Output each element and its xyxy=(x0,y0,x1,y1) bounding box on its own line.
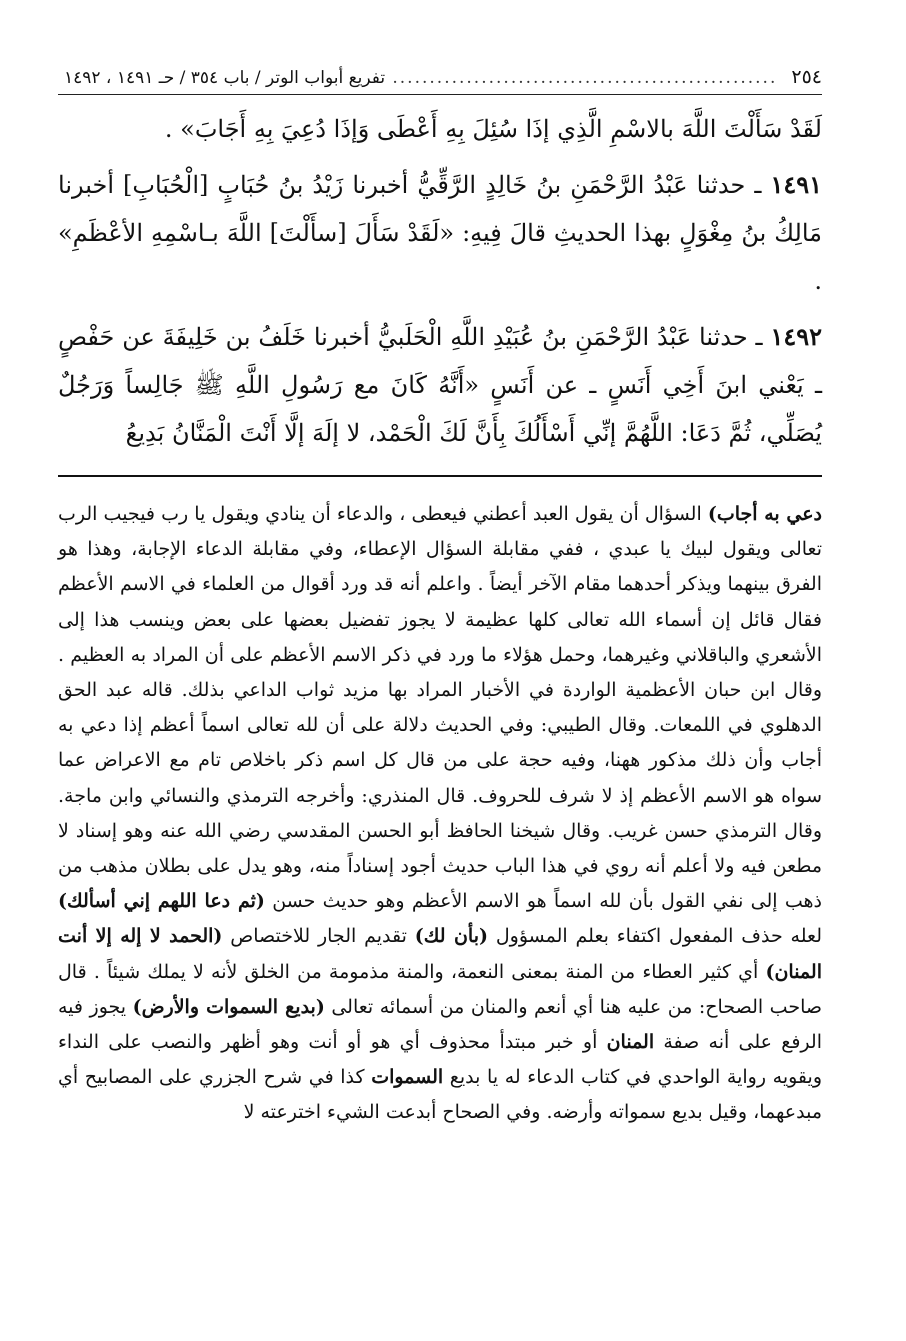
header-title: تفريع أبواب الوتر / باب ٣٥٤ / حـ ١٤٩١ ، ١٤٩٢ xyxy=(64,68,386,88)
hadith-body-1492: ـ حدثنا عَبْدُ الرَّحْمَنِ بنُ عُبَيْدِ اللَّهِ الْحَلَبيُّ أخبرنا خَلَفُ بن خَلِيفَةَ عن حَفْصٍ ـ يَعْني ابنَ أَخِي أَنَسٍ ـ عن أَنَسٍ «أَنَّهُ كَانَ مع رَسُولِ اللَّهِ ﷺ جَالِساً وَرَجُلٌ يُصَلِّي، ثُمَّ دَعَا: اللَّهُمَّ إنِّي أَسْأَلُكَ بِأَنَّ لَكَ الْحَمْد، لا إلَهَ إلَّا أَنْتَ الْمَنَّانُ بَدِيعُ xyxy=(58,323,822,447)
running-header xyxy=(58,60,822,95)
commentary-text: تقديم الجار للاختصاص xyxy=(222,925,415,948)
hadith-number-1492: ١٤٩٢ xyxy=(770,322,822,351)
commentary-text: أو خبر مبتدأ محذوف أي هو أو أنت وهو أظهر والنصب على النداء ويقويه رواية الواحدي في كتاب الدعاء له يا بديع xyxy=(58,1031,822,1089)
commentary-keyword: المنان xyxy=(606,1031,655,1054)
commentary-keyword: (ثم دعا اللهم إني أسألك) xyxy=(58,890,265,913)
commentary-keyword: (بأن لك) xyxy=(414,925,489,948)
commentary-paragraph xyxy=(58,497,822,1131)
hadith-continuation xyxy=(58,105,822,153)
commentary-keyword: (بديع السموات والأرض) xyxy=(132,995,325,1018)
commentary-text: لعله حذف المفعول اكتفاء بعلم المسؤول xyxy=(488,925,822,948)
page-number: ٢٥٤ xyxy=(791,66,822,88)
hadith-body-1491: ـ حدثنا عَبْدُ الرَّحْمَنِ بنُ خَالِدٍ الرَّقِّيُّ أخبرنا زَيْدُ بنُ حُبَابٍ [الْحُبَابِ] أخبرنا مَالِكُ بنُ مِغْوَلٍ بهذا الحديثِ قالَ فِيهِ: «لَقَدْ سَأَلَ [سأَلْتَ] اللَّهَ بـاسْمِهِ الأعْظَمِ» . xyxy=(58,171,822,295)
commentary xyxy=(58,497,822,1131)
commentary-keyword: (الحمد لا إله إلا أنت المنان) xyxy=(58,925,822,983)
commentary-text: أي كثير العطاء من المنة بمعنى النعمة، والمنة مذمومة من الخلق لأنه لا يملك شيئاً . قال صاحب الصحاح: من عليه هنا أي أنعم والمنان من أسمائه تعالى xyxy=(58,960,822,1018)
footnote-divider xyxy=(58,475,822,477)
commentary-text: يجوز فيه الرفع على أنه صفة xyxy=(58,995,822,1054)
leader-dots xyxy=(391,61,777,95)
hadith-1491 xyxy=(58,161,822,305)
hadith-number-1491: ١٤٩١ xyxy=(770,170,822,199)
continuation-line: لَقَدْ سَأَلْتَ اللَّهَ بالاسْمِ الَّذِي إذَا سُئِلَ بِهِ أَعْطَى وَإذَا دُعِيَ بِهِ أَجَابَ» . xyxy=(164,115,822,143)
hadith-text xyxy=(58,105,822,457)
hadith-1492 xyxy=(58,313,822,457)
commentary-keyword: السموات xyxy=(371,1066,444,1089)
commentary-text: السؤال أن يقول العبد أعطني فيعطى ، والدعاء أن ينادي ويقول يا رب فيجيب الرب تعالى ويقول لبيك يا عبدي ، ففي مقابلة السؤال الإعطاء، وفي مقابلة الدعاء الإجابة، وهذا هو الفرق بينهما ويذكر أحدهما مقام الآخر أيضاً . واعلم أنه قد ورد أقوال من العلماء في الاسم الأعظم فقال قائل إن أسماء الله تعالى كلها عظيمة لا يجوز تفضيل بعضها على بعض وينسب هذا إلى الأشعري والباقلاني وغيرهما، وحمل هؤلاء ما ورد في ذكر الاسم الأعظم على أن المراد به العظيم . وقال ابن حبان الأعظمية الواردة في الأخبار المراد بها مزيد ثواب الداعي بذلك. قاله عبد الحق الدهلوي في اللمعات. وقال الطيبي: وفي الحديث دلالة على أن لله تعالى اسماً أعظم إذا دعي به أجاب وأن ذلك مذكور ههنا، وفيه حجة على من قال كل اسم ذكر باخلاص تام مع الاعراض عما سواه هو الاسم الأعظم إذ لا شرف للحروف. قال المنذري: وأخرجه الترمذي والنسائي وابن ماجة. وقال الترمذي حسن غريب. وقال شيخنا الحافظ أبو الحسن المقدسي رضي الله عنه وهو إسناد لا مطعن فيه ولا أعلم أنه روي في هذا الباب حديث أجود إسناداً منه، وهو يدل على بطلان مذهب من ذهب إلى نفي القول بأن لله اسماً هو الاسم الأعظم وهو حديث حسن xyxy=(58,503,822,913)
commentary-keyword: دعي به أجاب) xyxy=(707,503,822,525)
commentary-text: كذا في شرح الجزري على المصابيح أي مبدعهما، وقيل بديع سمواته وأرضه. وفي الصحاح أبدعت الشيء اخترعته لا xyxy=(58,1066,822,1124)
book-page xyxy=(58,60,822,1131)
